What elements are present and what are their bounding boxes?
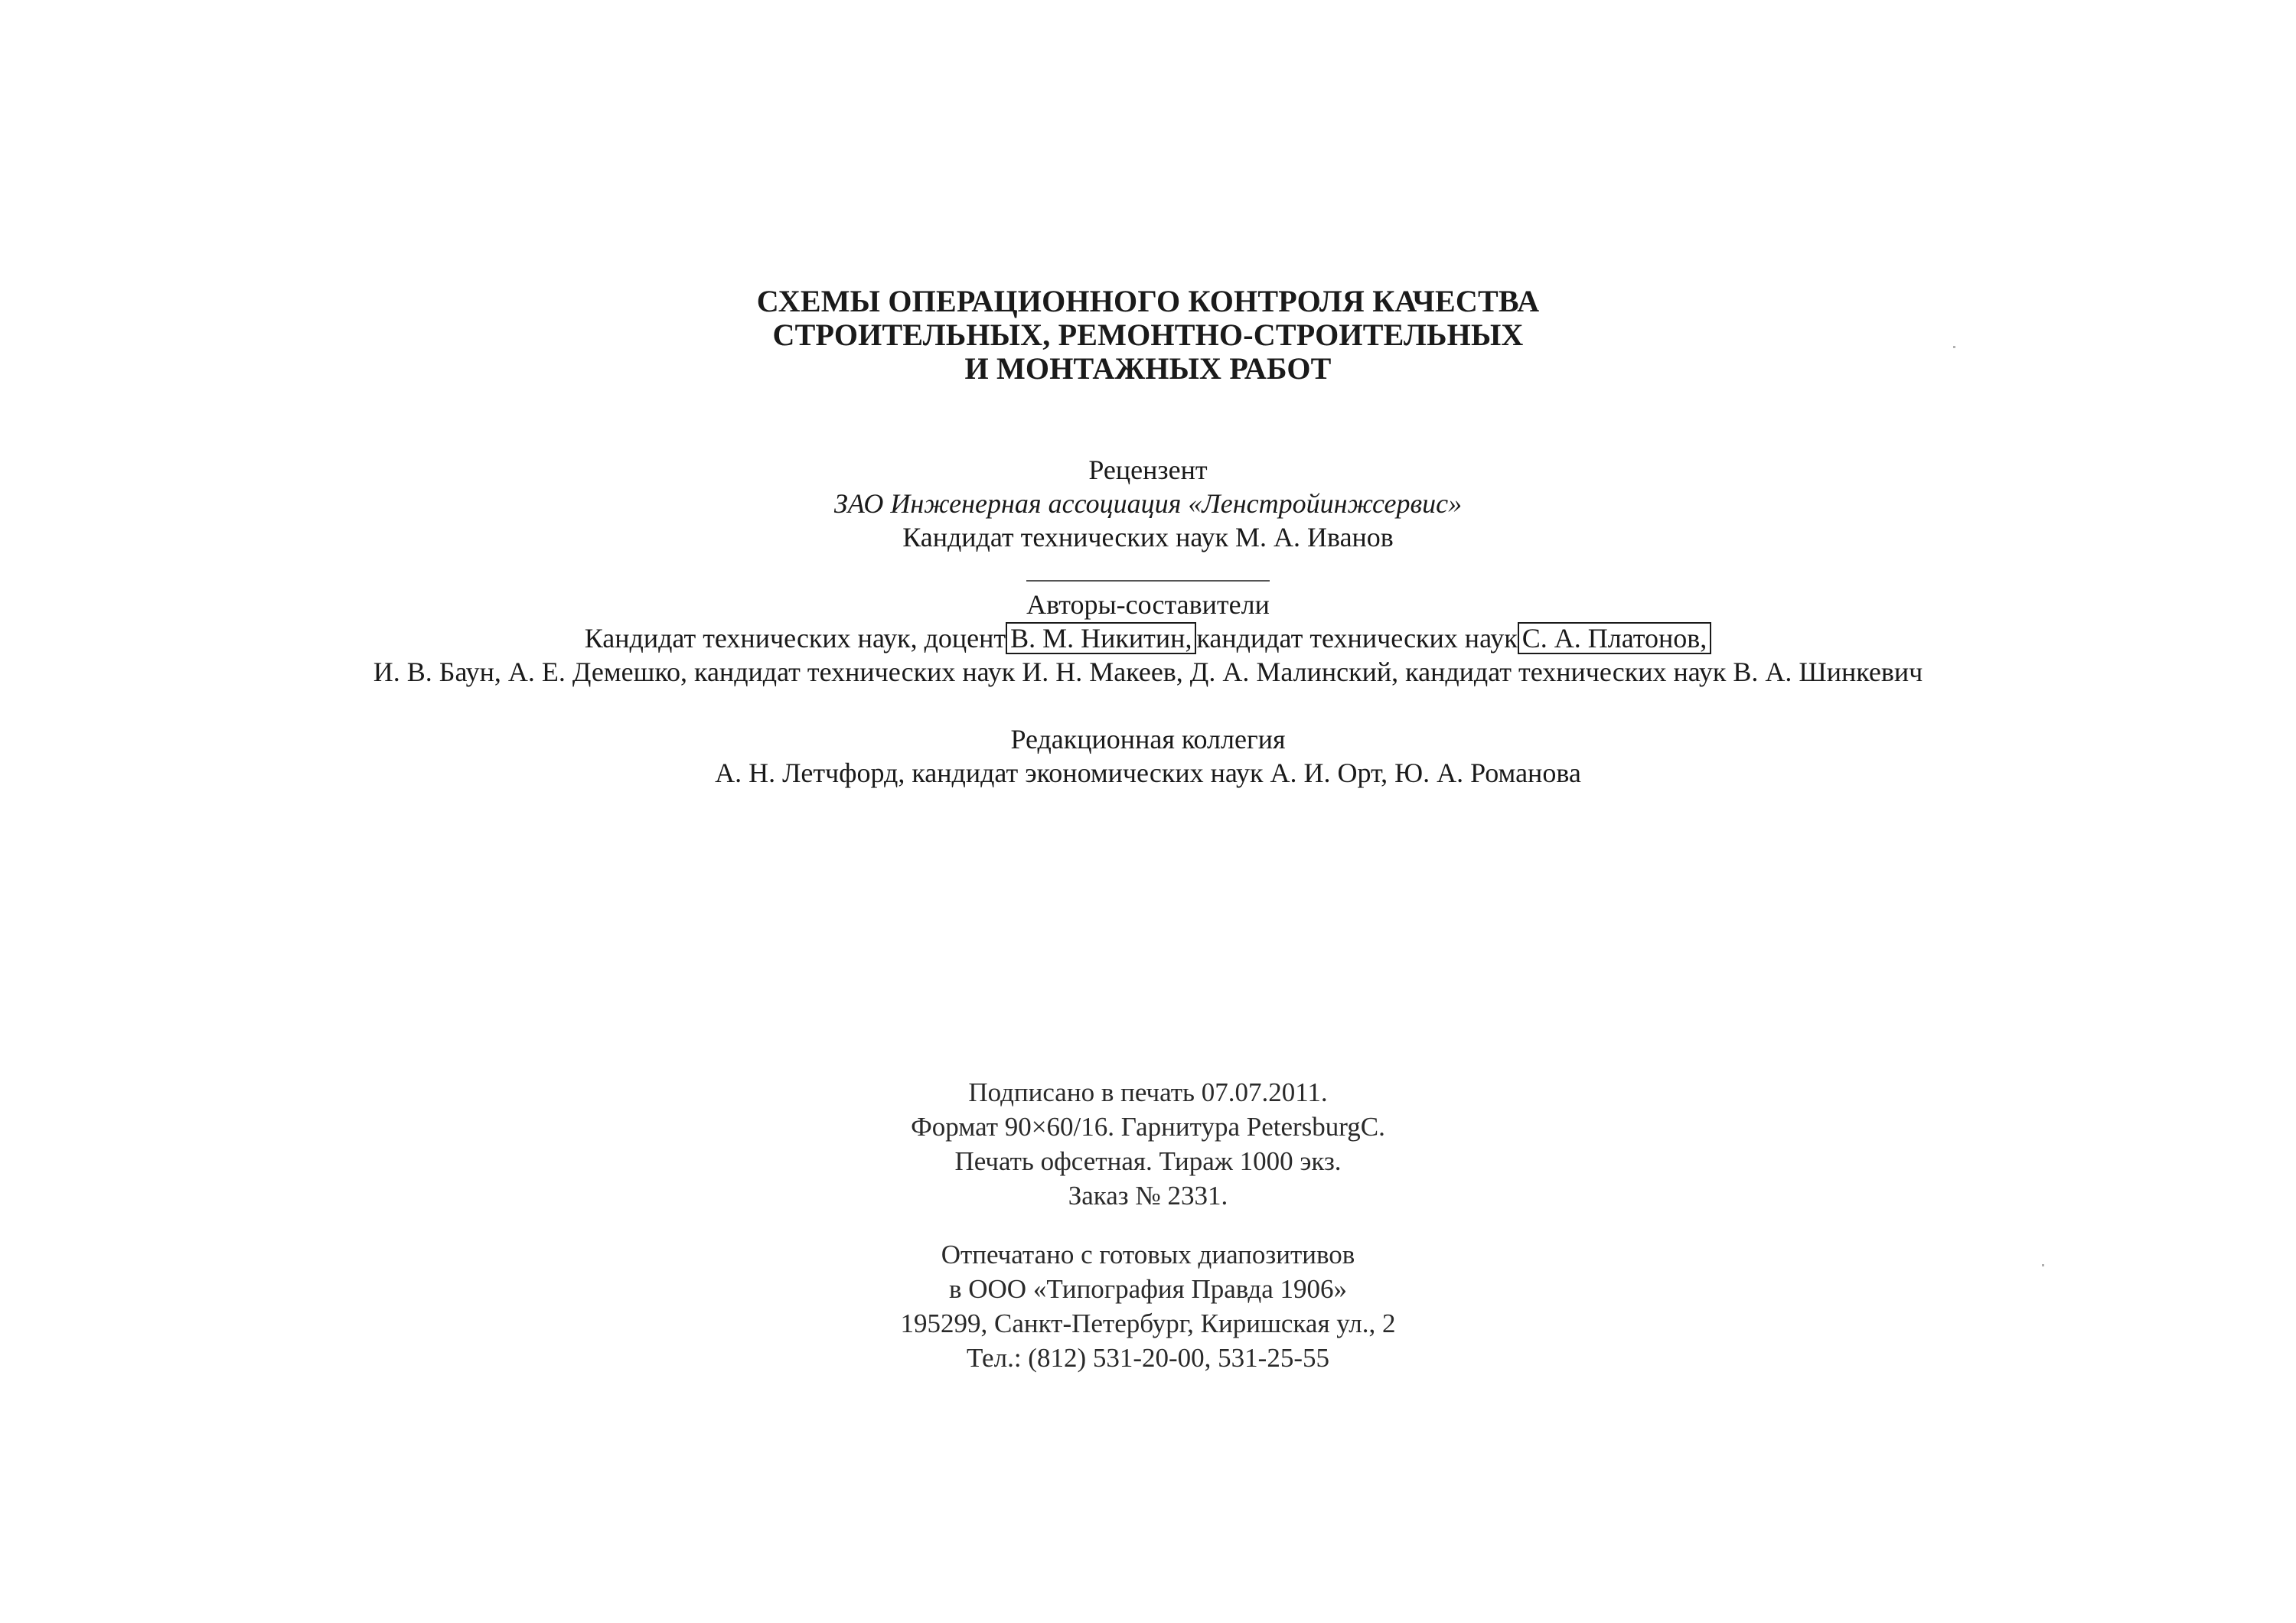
imprint-line-2: Формат 90×60/16. Гарнитура PetersburgC. (911, 1112, 1385, 1142)
reviewer-person: Кандидат технических наук М. А. Иванов (902, 522, 1394, 552)
reviewer-heading: Рецензент (1088, 455, 1208, 485)
imprint-section (0, 1075, 2296, 1213)
authors-line-1 (0, 621, 2296, 655)
authors-heading (0, 588, 2296, 621)
authors-heading-text: Авторы-составители (1026, 589, 1270, 620)
scan-speck (1953, 346, 1955, 348)
imprint-line-4: Заказ № 2331. (1068, 1181, 1228, 1211)
title-line-3: И МОНТАЖНЫХ РАБОТ (964, 351, 1332, 386)
authors-line-2: И. В. Баун, А. Е. Демешко, кандидат технических наук И. Н. Макеев, Д. А. Малинский, кандидат технических наук В. А. Шинкевич (373, 657, 1923, 687)
author-boxed-nikitin: В. М. Никитин, (1006, 622, 1196, 654)
title-line-1: СХЕМЫ ОПЕРАЦИОННОГО КОНТРОЛЯ КАЧЕСТВА (756, 284, 1540, 318)
printer-section (0, 1237, 2296, 1375)
editorial-section (0, 722, 2296, 790)
reviewer-section (0, 453, 2296, 554)
printer-line-2: в ООО «Типография Правда 1906» (948, 1274, 1348, 1304)
author-boxed-platonov: С. А. Платонов, (1518, 622, 1712, 654)
printer-line-1: Отпечатано с готовых диапозитивов (941, 1240, 1355, 1269)
authors-line1-middle: кандидат технических наук (1196, 623, 1518, 653)
printer-line-3: 195299, Санкт-Петербург, Киришская ул., 2 (900, 1309, 1396, 1338)
imprint-line-3: Печать офсетная. Тираж 1000 экз. (954, 1146, 1342, 1176)
document-title (0, 285, 2296, 386)
authors-line1-prefix: Кандидат технических наук, доцент (584, 623, 1006, 653)
title-line-2: СТРОИТЕЛЬНЫХ, РЕМОНТНО-СТРОИТЕЛЬНЫХ (772, 318, 1524, 352)
editorial-members: А. Н. Летчфорд, кандидат экономических наук А. И. Орт, Ю. А. Романова (715, 758, 1581, 788)
imprint-line-1: Подписано в печать 07.07.2011. (968, 1077, 1328, 1107)
authors-section (0, 588, 2296, 689)
editorial-heading: Редакционная коллегия (1010, 724, 1286, 754)
reviewer-organization: ЗАО Инженерная ассоциация «Ленстройинжсервис» (833, 488, 1463, 519)
scan-speck (2042, 1264, 2044, 1266)
printer-line-4: Тел.: (812) 531-20-00, 531-25-55 (967, 1343, 1329, 1373)
